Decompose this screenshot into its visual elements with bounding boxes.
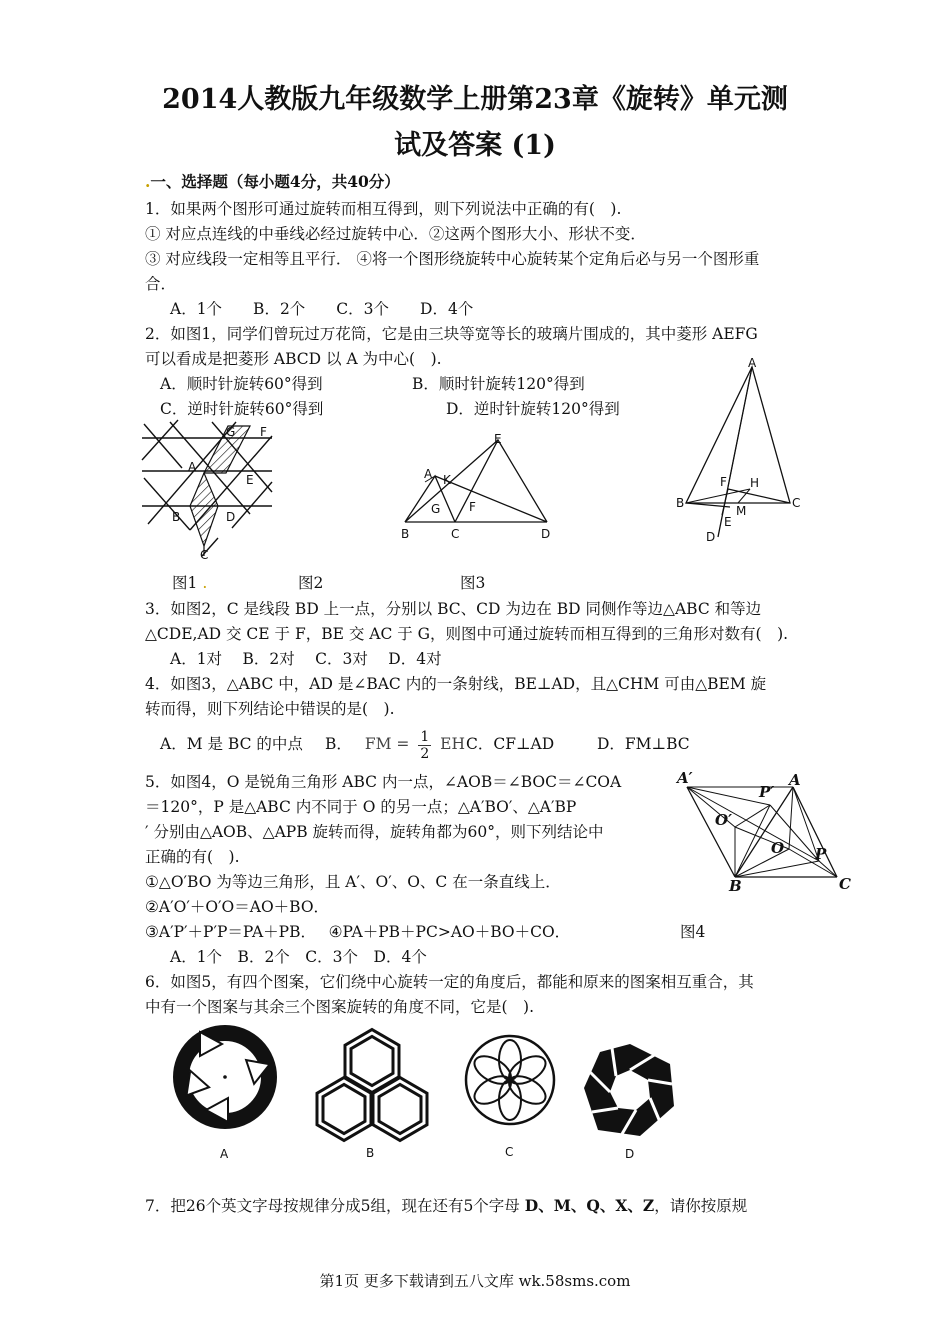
q4-option-d: D．FM⊥BC (597, 735, 690, 753)
q5-statement-2: ②A′O′＋O′O＝AO＋BO． (145, 898, 330, 916)
q4-stem-2: 转而得，则下列结论中错误的是( ). (145, 700, 395, 718)
q2-stem-1: 2．如图1，同学们曾玩过万花筒，它是由三块等宽等长的玻璃片围成的，其中菱形 AEFG (145, 325, 758, 343)
figure-2-triangles (395, 430, 560, 545)
fig1-label-g: G (226, 425, 236, 439)
q5-line-2: ＝120°，P 是△ABC 内不同于 O 的另一点；△A′BO′、△A′BP (145, 798, 577, 816)
fig4-label-a: A (789, 771, 801, 789)
fig2-label-c: C (451, 527, 460, 541)
fig2-label-e: E (494, 432, 502, 446)
fig2-label-g: G (431, 502, 441, 516)
q2-option-a: A．顺时针旋转60°得到 (160, 375, 323, 393)
fraction-one-half: $\frac{1}{2}$ (420, 728, 430, 762)
fig1-label-e: E (246, 473, 254, 487)
q2-option-c: C．逆时针旋转60°得到 (160, 400, 324, 418)
figure-1-kaleidoscope (140, 418, 280, 563)
q5-statement-3: ③A′P′＋P′P＝PA＋PB． ④PA＋PB＋PC>AO＋BO＋CO． (145, 923, 571, 941)
fig5-label-d: D (625, 1147, 635, 1161)
fig2-label-a: A (424, 467, 433, 481)
fig3-label-c: C (792, 496, 801, 510)
section-heading: .一、选择题（每小题4分，共40分） (145, 172, 400, 191)
q1-options: A．1个 B．2个 C．3个 D．4个 (170, 300, 474, 318)
fig4-label-p: P (815, 845, 827, 863)
q5-line-4: 正确的有( ). (145, 848, 240, 866)
fig3-label-e: E (724, 515, 732, 529)
fig3-label-f: F (720, 475, 727, 489)
q4-option-c: C．CF⊥AD (466, 735, 555, 753)
fig5-label-c: C (505, 1145, 514, 1159)
figure-4-rotation (675, 765, 860, 895)
fig2-label-f: F (469, 500, 476, 514)
q2-stem-2: 可以看成是把菱形 ABCD 以 A 为中心( ). (145, 350, 442, 368)
q2-option-b: B．顺时针旋转120°得到 (412, 375, 585, 393)
fig4-label-p-prime: P′ (759, 783, 775, 801)
q1-statement-2b: 合． (145, 275, 177, 293)
page-title-line2: 试及答案 (1) (394, 130, 556, 161)
figure-5-pattern-a (170, 1022, 280, 1167)
page-title-line1: 2014人教版九年级数学上册第23章《旋转》单元测 (162, 84, 788, 115)
q5-statement-1: ①△O′BO 为等边三角形，且 A′、O′、O、C 在一条直线上． (145, 873, 561, 891)
fig3-label-b: B (676, 496, 685, 510)
fig1-label-a: A (188, 460, 197, 474)
q6-stem-1: 6．如图5，有四个图案，它们绕中心旋转一定的角度后，都能和原来的图案相互重合，其 (145, 973, 754, 991)
q4-option-a: A．M 是 BC 的中点 (160, 735, 303, 753)
fig2-label-b: B (401, 527, 410, 541)
fig5-label-a: A (220, 1147, 229, 1161)
fig2-caption: 图2 (298, 574, 324, 592)
fig5-label-b: B (366, 1146, 375, 1160)
figure-5-pattern-d (580, 1040, 680, 1165)
fig4-label-o: O (771, 839, 785, 857)
q1-statement-1: ① 对应点连线的中垂线必经过旋转中心．②这两个图形大小、形状不变． (145, 225, 646, 243)
q1-stem: 1．如果两个图形可通过旋转而相互得到，则下列说法中正确的有( ). (145, 200, 622, 218)
fig3-label-m: M (736, 504, 747, 518)
figure-3-triangle (672, 355, 812, 550)
q1-statement-2: ③ 对应线段一定相等且平行． ④将一个图形绕旋转中心旋转某个定角后必与另一个图形重 (145, 250, 760, 268)
q3-stem-2: △CDE,AD 交 CE 于 F，BE 交 AC 于 G，则图中可通过旋转而相互得到的三角形对数有( ). (145, 625, 789, 643)
fig3-caption: 图3 (460, 574, 486, 592)
fig2-label-k: K (443, 473, 451, 487)
q3-options: A．1对 B．2对 C．3对 D．4对 (170, 650, 442, 668)
figure-5-pattern-b (310, 1025, 435, 1165)
q4-stem-1: 4．如图3，△ABC 中，AD 是∠BAC 内的一条射线，BE⊥AD，且△CHM 可由△BEM 旋 (145, 675, 767, 693)
q6-stem-2: 中有一个图案与其余三个图案旋转的角度不同，它是( ). (145, 998, 535, 1016)
fig1-label-b: B (172, 510, 181, 524)
fig1-label-f: F (260, 425, 267, 439)
q2-option-d: D．逆时针旋转120°得到 (446, 400, 620, 418)
fig4-label-o-prime: O′ (715, 811, 733, 829)
q5-line-1: 5．如图4，O 是锐角三角形 ABC 内一点，∠AOB＝∠BOC＝∠COA (145, 773, 622, 791)
q5-line-3: ′ 分别由△AOB、△APB 旋转而得，旋转角都为60°，则下列结论中 (145, 823, 604, 841)
figure-5-pattern-c (460, 1030, 560, 1165)
fig3-label-h: H (750, 476, 760, 490)
fig4-label-a-prime: A′ (677, 769, 693, 787)
fig1-caption: 图1 . (172, 574, 208, 592)
fig1-label-c: C (200, 548, 209, 562)
page-footer: 第1页 更多下载请到五八文库 wk.58sms.com (319, 1272, 631, 1290)
q3-stem-1: 3．如图2，C 是线段 BD 上一点，分别以 BC、CD 为边在 BD 同侧作等边△ABC 和等边 (145, 600, 762, 618)
q4-option-b: B． FM = $\frac{1}{2}$ EH (325, 728, 466, 762)
fig4-caption: 图4 (680, 923, 706, 941)
fig2-label-d: D (541, 527, 551, 541)
fig1-label-d: D (226, 510, 236, 524)
q5-options: A．1个 B．2个 C．3个 D．4个 (170, 948, 427, 966)
fig4-label-c: C (839, 875, 851, 893)
fig3-label-d: D (706, 530, 716, 544)
fig3-label-a: A (748, 356, 757, 370)
q7-stem: 7．把26个英文字母按规律分成5组，现在还有5个字母 D、M、Q、X、Z，请你按原规 (145, 1196, 748, 1215)
fig4-label-b: B (729, 877, 742, 895)
